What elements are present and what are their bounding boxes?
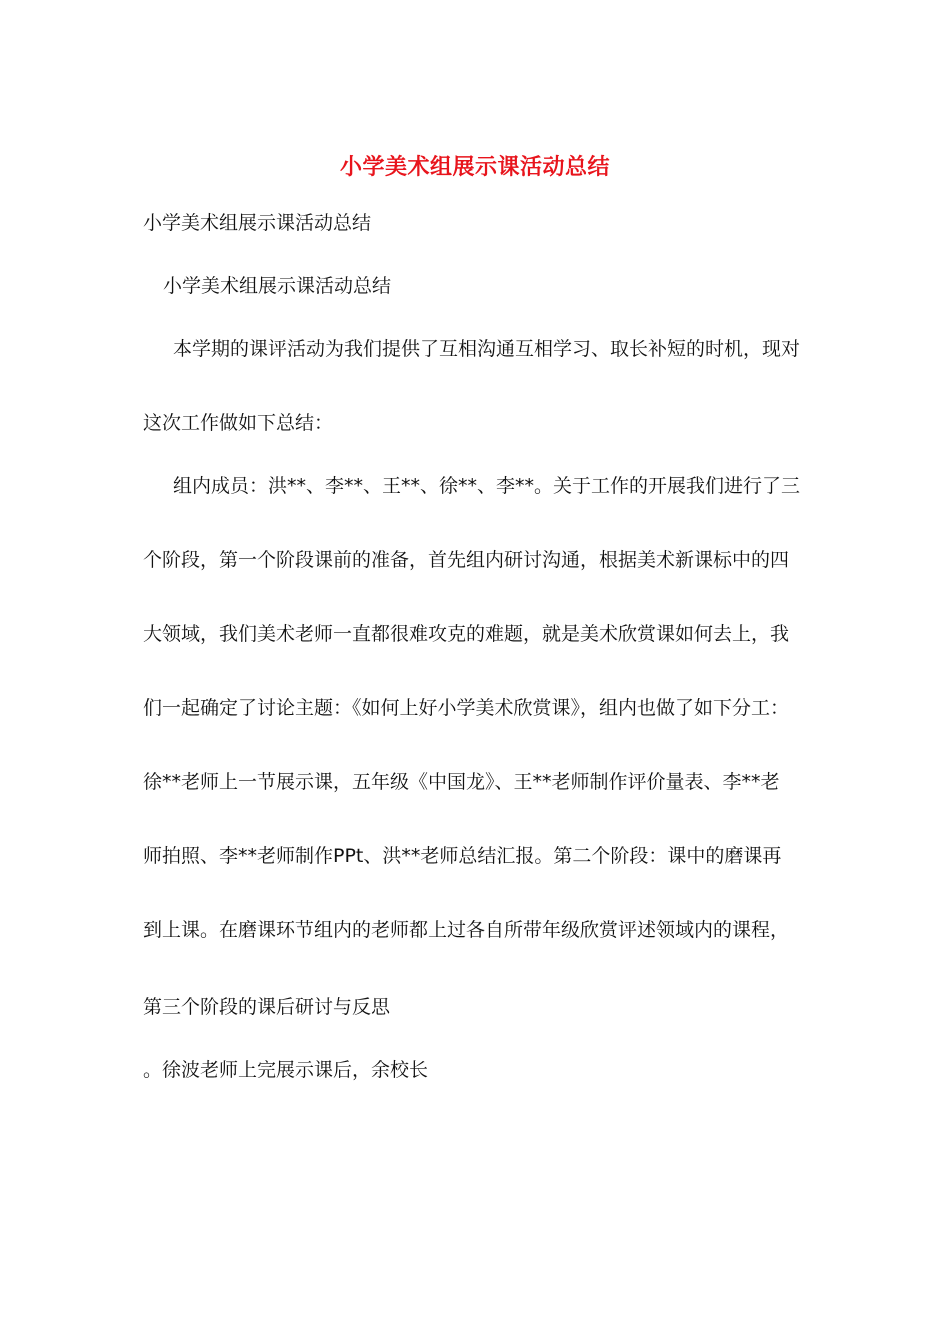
paragraph-line-4: 个阶段，第一个阶段课前的准备，首先组内研讨沟通，根据美术新课标中的四 xyxy=(143,549,790,571)
paragraph-line-3: 组内成员：洪**、李**、王**、徐**、李**。关于工作的开展我们进行了三 xyxy=(173,475,801,497)
paragraph-line-11: 。徐波老师上完展示课后，余校长 xyxy=(143,1059,429,1081)
paragraph-line-2: 这次工作做如下总结： xyxy=(143,412,334,434)
paragraph-line-9: 到上课。在磨课环节组内的老师都上过各自所带年级欣赏评述领域内的课程， xyxy=(143,919,790,941)
paragraph-line-7: 徐**老师上一节展示课，五年级《中国龙》、王**老师制作评价量表、李**老 xyxy=(143,771,780,793)
paragraph-line-10: 第三个阶段的课后研讨与反思 xyxy=(143,996,391,1018)
paragraph-line-1: 本学期的课评活动为我们提供了互相沟通互相学习、取长补短的时机，现对 xyxy=(173,338,801,360)
paragraph-line-8: 师拍照、李**老师制作PPt、洪**老师总结汇报。第二个阶段：课中的磨课再 xyxy=(143,845,782,867)
document-title: 小学美术组展示课活动总结 xyxy=(339,154,610,180)
subtitle-line-2: 小学美术组展示课活动总结 xyxy=(163,275,392,297)
paragraph-line-6: 们一起确定了讨论主题：《如何上好小学美术欣赏课》，组内也做了如下分工： xyxy=(143,697,790,719)
paragraph-line-5: 大领域，我们美术老师一直都很难攻克的难题，就是美术欣赏课如何去上，我 xyxy=(143,623,790,645)
subtitle-line: 小学美术组展示课活动总结 xyxy=(143,212,372,234)
